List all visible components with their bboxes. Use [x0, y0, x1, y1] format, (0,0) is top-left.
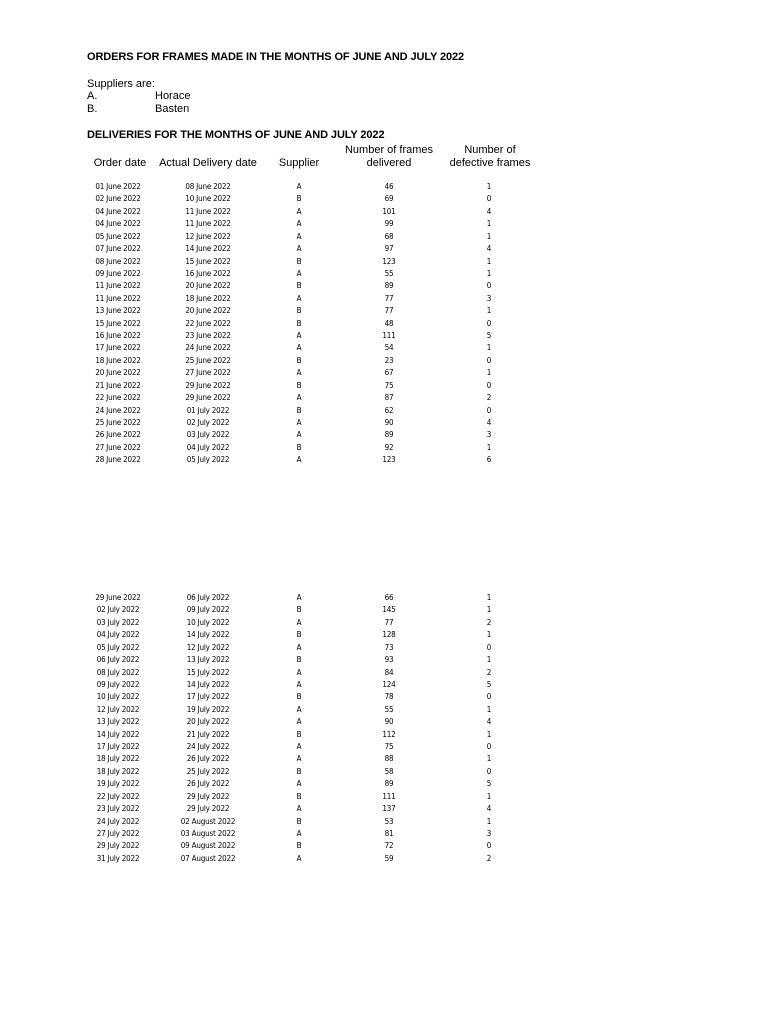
defective-frames-cell: 1 [486, 442, 492, 452]
supplier-cell: A [296, 219, 302, 229]
defective-frames-cell: 1 [486, 655, 492, 665]
defective-frames-cell: 2 [486, 853, 492, 863]
delivery-date-cell: 17 July 2022 [186, 692, 230, 702]
delivery-date-cell: 14 July 2022 [186, 630, 230, 640]
frames-delivered-cell: 46 [384, 182, 394, 191]
table-row [0, 668, 768, 680]
deliveries-title: DELIVERIES FOR THE MONTHS OF JUNE AND JULY 2022 [87, 129, 385, 141]
supplier-cell: B [296, 442, 302, 452]
defective-frames-cell: 0 [486, 766, 492, 776]
supplier-cell: A [296, 244, 302, 254]
supplier-cell: B [296, 841, 302, 851]
document-title: ORDERS FOR FRAMES MADE IN THE MONTHS OF JUNE AND JULY 2022 [87, 51, 465, 63]
delivery-date-cell: 29 June 2022 [185, 380, 231, 390]
order-date-cell: 13 June 2022 [95, 306, 141, 316]
frames-delivered-cell: 55 [384, 704, 394, 714]
defective-frames-cell: 5 [486, 331, 492, 341]
defective-frames-cell: 4 [486, 417, 492, 427]
frames-delivered-cell: 23 [384, 355, 394, 365]
supplier-cell: A [296, 368, 302, 378]
defective-frames-cell: 5 [486, 779, 492, 789]
supplier-cell: A [296, 667, 302, 677]
defective-frames-cell: 1 [486, 231, 492, 241]
frames-delivered-cell: 53 [384, 816, 394, 826]
defective-frames-cell: 1 [486, 754, 492, 764]
header-defective-frames-line1: Number of [464, 144, 516, 156]
frames-delivered-cell: 137 [382, 804, 396, 814]
defective-frames-cell: 1 [486, 729, 492, 739]
delivery-date-cell: 08 June 2022 [185, 182, 231, 191]
order-date-cell: 10 July 2022 [96, 692, 140, 702]
table-row [0, 841, 768, 853]
frames-delivered-cell: 77 [384, 293, 394, 303]
delivery-date-cell: 06 July 2022 [186, 593, 230, 602]
defective-frames-cell: 3 [486, 430, 492, 440]
order-date-cell: 14 July 2022 [96, 729, 140, 739]
defective-frames-cell: 0 [486, 380, 492, 390]
defective-frames-cell: 2 [486, 667, 492, 677]
table-row [0, 692, 768, 704]
supplier-cell: A [296, 343, 302, 353]
defective-frames-cell: 1 [486, 256, 492, 266]
frames-delivered-cell: 69 [384, 194, 394, 204]
defective-frames-cell: 1 [486, 593, 492, 602]
supplier-cell: B [296, 729, 302, 739]
table-row [0, 207, 768, 219]
supplier-cell: A [296, 779, 302, 789]
table-row [0, 854, 768, 866]
frames-delivered-cell: 75 [384, 380, 394, 390]
delivery-date-cell: 20 July 2022 [186, 717, 230, 727]
frames-delivered-cell: 88 [384, 754, 394, 764]
table-row [0, 792, 768, 804]
defective-frames-cell: 4 [486, 244, 492, 254]
frames-delivered-cell: 112 [382, 729, 396, 739]
order-date-cell: 01 June 2022 [95, 182, 141, 191]
defective-frames-cell: 1 [486, 268, 492, 278]
table-row [0, 406, 768, 418]
order-date-cell: 04 July 2022 [96, 630, 140, 640]
defective-frames-cell: 1 [486, 630, 492, 640]
table-row [0, 219, 768, 231]
table-row [0, 655, 768, 667]
delivery-date-cell: 24 June 2022 [185, 343, 231, 353]
order-date-cell: 02 July 2022 [96, 605, 140, 615]
frames-delivered-cell: 66 [384, 593, 394, 602]
supplier-cell: A [296, 742, 302, 752]
supplier-cell: B [296, 355, 302, 365]
table-row [0, 717, 768, 729]
supplier-cell: A [296, 331, 302, 341]
supplier-cell: A [296, 182, 302, 191]
delivery-date-cell: 22 June 2022 [185, 318, 231, 328]
delivery-date-cell: 12 June 2022 [185, 231, 231, 241]
delivery-date-cell: 15 June 2022 [185, 256, 231, 266]
frames-delivered-cell: 58 [384, 766, 394, 776]
frames-delivered-cell: 111 [382, 791, 396, 801]
supplier-cell: A [296, 393, 302, 403]
delivery-date-cell: 21 July 2022 [186, 729, 230, 739]
table-row [0, 269, 768, 281]
supplier-row-b [87, 103, 189, 115]
defective-frames-cell: 2 [486, 617, 492, 627]
supplier-cell: B [296, 605, 302, 615]
defective-frames-cell: 3 [486, 293, 492, 303]
frames-delivered-cell: 123 [382, 256, 396, 266]
defective-frames-cell: 4 [486, 717, 492, 727]
order-date-cell: 11 June 2022 [95, 293, 141, 303]
order-date-cell: 29 July 2022 [96, 841, 140, 851]
table-row [0, 418, 768, 430]
table-row [0, 306, 768, 318]
order-date-cell: 19 July 2022 [96, 779, 140, 789]
order-date-cell: 17 June 2022 [95, 343, 141, 353]
table-row [0, 593, 768, 605]
frames-delivered-cell: 123 [382, 455, 396, 465]
order-date-cell: 31 July 2022 [96, 853, 140, 863]
frames-delivered-cell: 128 [382, 630, 396, 640]
defective-frames-cell: 1 [486, 219, 492, 229]
delivery-date-cell: 09 August 2022 [180, 841, 236, 851]
supplier-cell: B [296, 692, 302, 702]
supplier-cell: A [296, 430, 302, 440]
order-date-cell: 02 June 2022 [95, 194, 141, 204]
table-row [0, 257, 768, 269]
defective-frames-cell: 0 [486, 194, 492, 204]
delivery-date-cell: 09 July 2022 [186, 605, 230, 615]
frames-delivered-cell: 77 [384, 617, 394, 627]
defective-frames-cell: 1 [486, 791, 492, 801]
supplier-cell: B [296, 380, 302, 390]
order-date-cell: 04 June 2022 [95, 206, 141, 216]
supplier-cell: B [296, 318, 302, 328]
delivery-date-cell: 14 July 2022 [186, 679, 230, 689]
order-date-cell: 22 June 2022 [95, 393, 141, 403]
table-row [0, 455, 768, 467]
delivery-date-cell: 18 June 2022 [185, 293, 231, 303]
delivery-date-cell: 19 July 2022 [186, 704, 230, 714]
order-date-cell: 26 June 2022 [95, 430, 141, 440]
defective-frames-cell: 0 [486, 841, 492, 851]
order-date-cell: 09 July 2022 [96, 679, 140, 689]
defective-frames-cell: 6 [486, 455, 492, 465]
frames-delivered-cell: 62 [384, 405, 394, 415]
delivery-date-cell: 26 July 2022 [186, 754, 230, 764]
frames-delivered-cell: 89 [384, 430, 394, 440]
delivery-date-cell: 24 July 2022 [186, 742, 230, 752]
defective-frames-cell: 1 [486, 343, 492, 353]
frames-delivered-cell: 81 [384, 828, 394, 838]
frames-delivered-cell: 124 [382, 679, 396, 689]
frames-delivered-cell: 92 [384, 442, 394, 452]
delivery-date-cell: 03 July 2022 [186, 430, 230, 440]
supplier-cell: A [296, 717, 302, 727]
order-date-cell: 05 July 2022 [96, 642, 140, 652]
defective-frames-cell: 0 [486, 642, 492, 652]
table-row [0, 742, 768, 754]
order-date-cell: 27 June 2022 [95, 442, 141, 452]
table-row [0, 680, 768, 692]
delivery-date-cell: 25 June 2022 [185, 355, 231, 365]
defective-frames-cell: 0 [486, 281, 492, 291]
table-row [0, 829, 768, 841]
header-frames-delivered-line1: Number of frames [344, 144, 434, 156]
supplier-cell: A [296, 231, 302, 241]
order-date-cell: 18 July 2022 [96, 766, 140, 776]
frames-delivered-cell: 68 [384, 231, 394, 241]
delivery-date-cell: 16 June 2022 [185, 268, 231, 278]
table-row [0, 343, 768, 355]
table-row [0, 294, 768, 306]
order-date-cell: 27 July 2022 [96, 828, 140, 838]
order-date-cell: 24 June 2022 [95, 405, 141, 415]
order-date-cell: 24 July 2022 [96, 816, 140, 826]
order-date-cell: 23 July 2022 [96, 804, 140, 814]
table-row [0, 381, 768, 393]
frames-delivered-cell: 99 [384, 219, 394, 229]
table-row [0, 194, 768, 206]
delivery-date-cell: 04 July 2022 [186, 442, 230, 452]
defective-frames-cell: 1 [486, 182, 492, 191]
defective-frames-cell: 3 [486, 828, 492, 838]
supplier-cell: A [296, 679, 302, 689]
supplier-cell: B [296, 256, 302, 266]
frames-delivered-cell: 48 [384, 318, 394, 328]
table-row [0, 804, 768, 816]
supplier-cell: A [296, 417, 302, 427]
table-row [0, 182, 768, 194]
delivery-date-cell: 25 July 2022 [186, 766, 230, 776]
frames-delivered-cell: 89 [384, 779, 394, 789]
suppliers-heading: Suppliers are: [87, 78, 155, 90]
frames-delivered-cell: 77 [384, 306, 394, 316]
order-date-cell: 25 June 2022 [95, 417, 141, 427]
order-date-cell: 07 June 2022 [95, 244, 141, 254]
delivery-date-cell: 02 August 2022 [180, 816, 236, 826]
order-date-cell: 20 June 2022 [95, 368, 141, 378]
table-row [0, 705, 768, 717]
order-date-cell: 03 July 2022 [96, 617, 140, 627]
supplier-cell: A [296, 268, 302, 278]
delivery-date-cell: 14 June 2022 [185, 244, 231, 254]
defective-frames-cell: 2 [486, 393, 492, 403]
delivery-date-cell: 11 June 2022 [185, 206, 231, 216]
frames-delivered-cell: 87 [384, 393, 394, 403]
supplier-cell: B [296, 630, 302, 640]
frames-delivered-cell: 84 [384, 667, 394, 677]
supplier-cell: B [296, 306, 302, 316]
order-date-cell: 28 June 2022 [95, 455, 141, 465]
delivery-date-cell: 10 July 2022 [186, 617, 230, 627]
supplier-code: A. [87, 90, 98, 102]
order-date-cell: 21 June 2022 [95, 380, 141, 390]
delivery-date-cell: 29 July 2022 [186, 791, 230, 801]
header-actual-delivery-date: Actual Delivery date [159, 157, 257, 169]
supplier-cell: A [296, 593, 302, 602]
delivery-date-cell: 02 July 2022 [186, 417, 230, 427]
delivery-date-cell: 27 June 2022 [185, 368, 231, 378]
frames-delivered-cell: 78 [384, 692, 394, 702]
delivery-date-cell: 03 August 2022 [180, 828, 236, 838]
frames-delivered-cell: 67 [384, 368, 394, 378]
order-date-cell: 09 June 2022 [95, 268, 141, 278]
supplier-cell: A [296, 617, 302, 627]
defective-frames-cell: 1 [486, 368, 492, 378]
supplier-cell: A [296, 642, 302, 652]
order-date-cell: 17 July 2022 [96, 742, 140, 752]
frames-delivered-cell: 72 [384, 841, 394, 851]
delivery-date-cell: 15 July 2022 [186, 667, 230, 677]
supplier-name: Basten [155, 103, 190, 115]
delivery-date-cell: 23 June 2022 [185, 331, 231, 341]
delivery-date-cell: 20 June 2022 [185, 281, 231, 291]
header-defective-frames-line2: defective frames [449, 157, 531, 169]
table-row [0, 605, 768, 617]
delivery-date-cell: 12 July 2022 [186, 642, 230, 652]
supplier-cell: B [296, 281, 302, 291]
table-row [0, 244, 768, 256]
table-row [0, 443, 768, 455]
delivery-date-cell: 05 July 2022 [186, 455, 230, 465]
defective-frames-cell: 1 [486, 816, 492, 826]
table-row [0, 817, 768, 829]
frames-delivered-cell: 145 [382, 605, 396, 615]
delivery-date-cell: 13 July 2022 [186, 655, 230, 665]
frames-delivered-cell: 90 [384, 717, 394, 727]
table-row [0, 319, 768, 331]
table-row [0, 767, 768, 779]
order-date-cell: 12 July 2022 [96, 704, 140, 714]
header-frames-delivered-line2: delivered [366, 157, 412, 169]
delivery-date-cell: 11 June 2022 [185, 219, 231, 229]
supplier-cell: B [296, 766, 302, 776]
order-date-cell: 29 June 2022 [95, 593, 141, 602]
frames-delivered-cell: 55 [384, 268, 394, 278]
defective-frames-cell: 1 [486, 704, 492, 714]
frames-delivered-cell: 93 [384, 655, 394, 665]
delivery-date-cell: 29 July 2022 [186, 804, 230, 814]
delivery-date-cell: 07 August 2022 [180, 853, 236, 863]
table-row [0, 368, 768, 380]
frames-delivered-cell: 54 [384, 343, 394, 353]
supplier-cell: A [296, 828, 302, 838]
header-supplier: Supplier [278, 157, 320, 169]
supplier-cell: A [296, 293, 302, 303]
delivery-date-cell: 29 June 2022 [185, 393, 231, 403]
defective-frames-cell: 4 [486, 804, 492, 814]
header-defective-frames [446, 144, 534, 170]
frames-delivered-cell: 101 [382, 206, 396, 216]
delivery-date-cell: 01 July 2022 [186, 405, 230, 415]
supplier-cell: B [296, 655, 302, 665]
supplier-cell: B [296, 816, 302, 826]
supplier-name: Horace [155, 90, 191, 102]
supplier-cell: B [296, 194, 302, 204]
frames-delivered-cell: 73 [384, 642, 394, 652]
order-date-cell: 06 July 2022 [96, 655, 140, 665]
order-date-cell: 11 June 2022 [95, 281, 141, 291]
delivery-date-cell: 10 June 2022 [185, 194, 231, 204]
table-row [0, 754, 768, 766]
order-date-cell: 18 June 2022 [95, 355, 141, 365]
order-date-cell: 16 June 2022 [95, 331, 141, 341]
supplier-code: B. [87, 103, 98, 115]
supplier-cell: A [296, 206, 302, 216]
delivery-date-cell: 20 June 2022 [185, 306, 231, 316]
supplier-cell: A [296, 853, 302, 863]
defective-frames-cell: 0 [486, 692, 492, 702]
table-row [0, 779, 768, 791]
frames-delivered-cell: 89 [384, 281, 394, 291]
defective-frames-cell: 0 [486, 405, 492, 415]
order-date-cell: 08 July 2022 [96, 667, 140, 677]
defective-frames-cell: 5 [486, 679, 492, 689]
table-row [0, 232, 768, 244]
order-date-cell: 18 July 2022 [96, 754, 140, 764]
frames-delivered-cell: 111 [382, 331, 396, 341]
header-frames-delivered [336, 144, 442, 170]
table-row [0, 281, 768, 293]
frames-delivered-cell: 59 [384, 853, 394, 863]
order-date-cell: 04 June 2022 [95, 219, 141, 229]
table-row [0, 393, 768, 405]
table-row [0, 643, 768, 655]
defective-frames-cell: 0 [486, 742, 492, 752]
table-row [0, 730, 768, 742]
table-row [0, 331, 768, 343]
supplier-cell: B [296, 791, 302, 801]
order-date-cell: 08 June 2022 [95, 256, 141, 266]
order-date-cell: 15 June 2022 [95, 318, 141, 328]
table-row [0, 630, 768, 642]
order-date-cell: 22 July 2022 [96, 791, 140, 801]
supplier-cell: A [296, 455, 302, 465]
table-row [0, 618, 768, 630]
frames-delivered-cell: 75 [384, 742, 394, 752]
order-date-cell: 13 July 2022 [96, 717, 140, 727]
table-row [0, 356, 768, 368]
supplier-cell: A [296, 704, 302, 714]
order-date-cell: 05 June 2022 [95, 231, 141, 241]
defective-frames-cell: 1 [486, 605, 492, 615]
delivery-date-cell: 26 July 2022 [186, 779, 230, 789]
supplier-cell: B [296, 405, 302, 415]
supplier-row-a [87, 90, 190, 102]
defective-frames-cell: 0 [486, 355, 492, 365]
defective-frames-cell: 1 [486, 306, 492, 316]
frames-delivered-cell: 97 [384, 244, 394, 254]
table-row [0, 430, 768, 442]
supplier-cell: A [296, 754, 302, 764]
header-order-date: Order date [93, 157, 147, 169]
frames-delivered-cell: 90 [384, 417, 394, 427]
defective-frames-cell: 4 [486, 206, 492, 216]
defective-frames-cell: 0 [486, 318, 492, 328]
supplier-cell: A [296, 804, 302, 814]
